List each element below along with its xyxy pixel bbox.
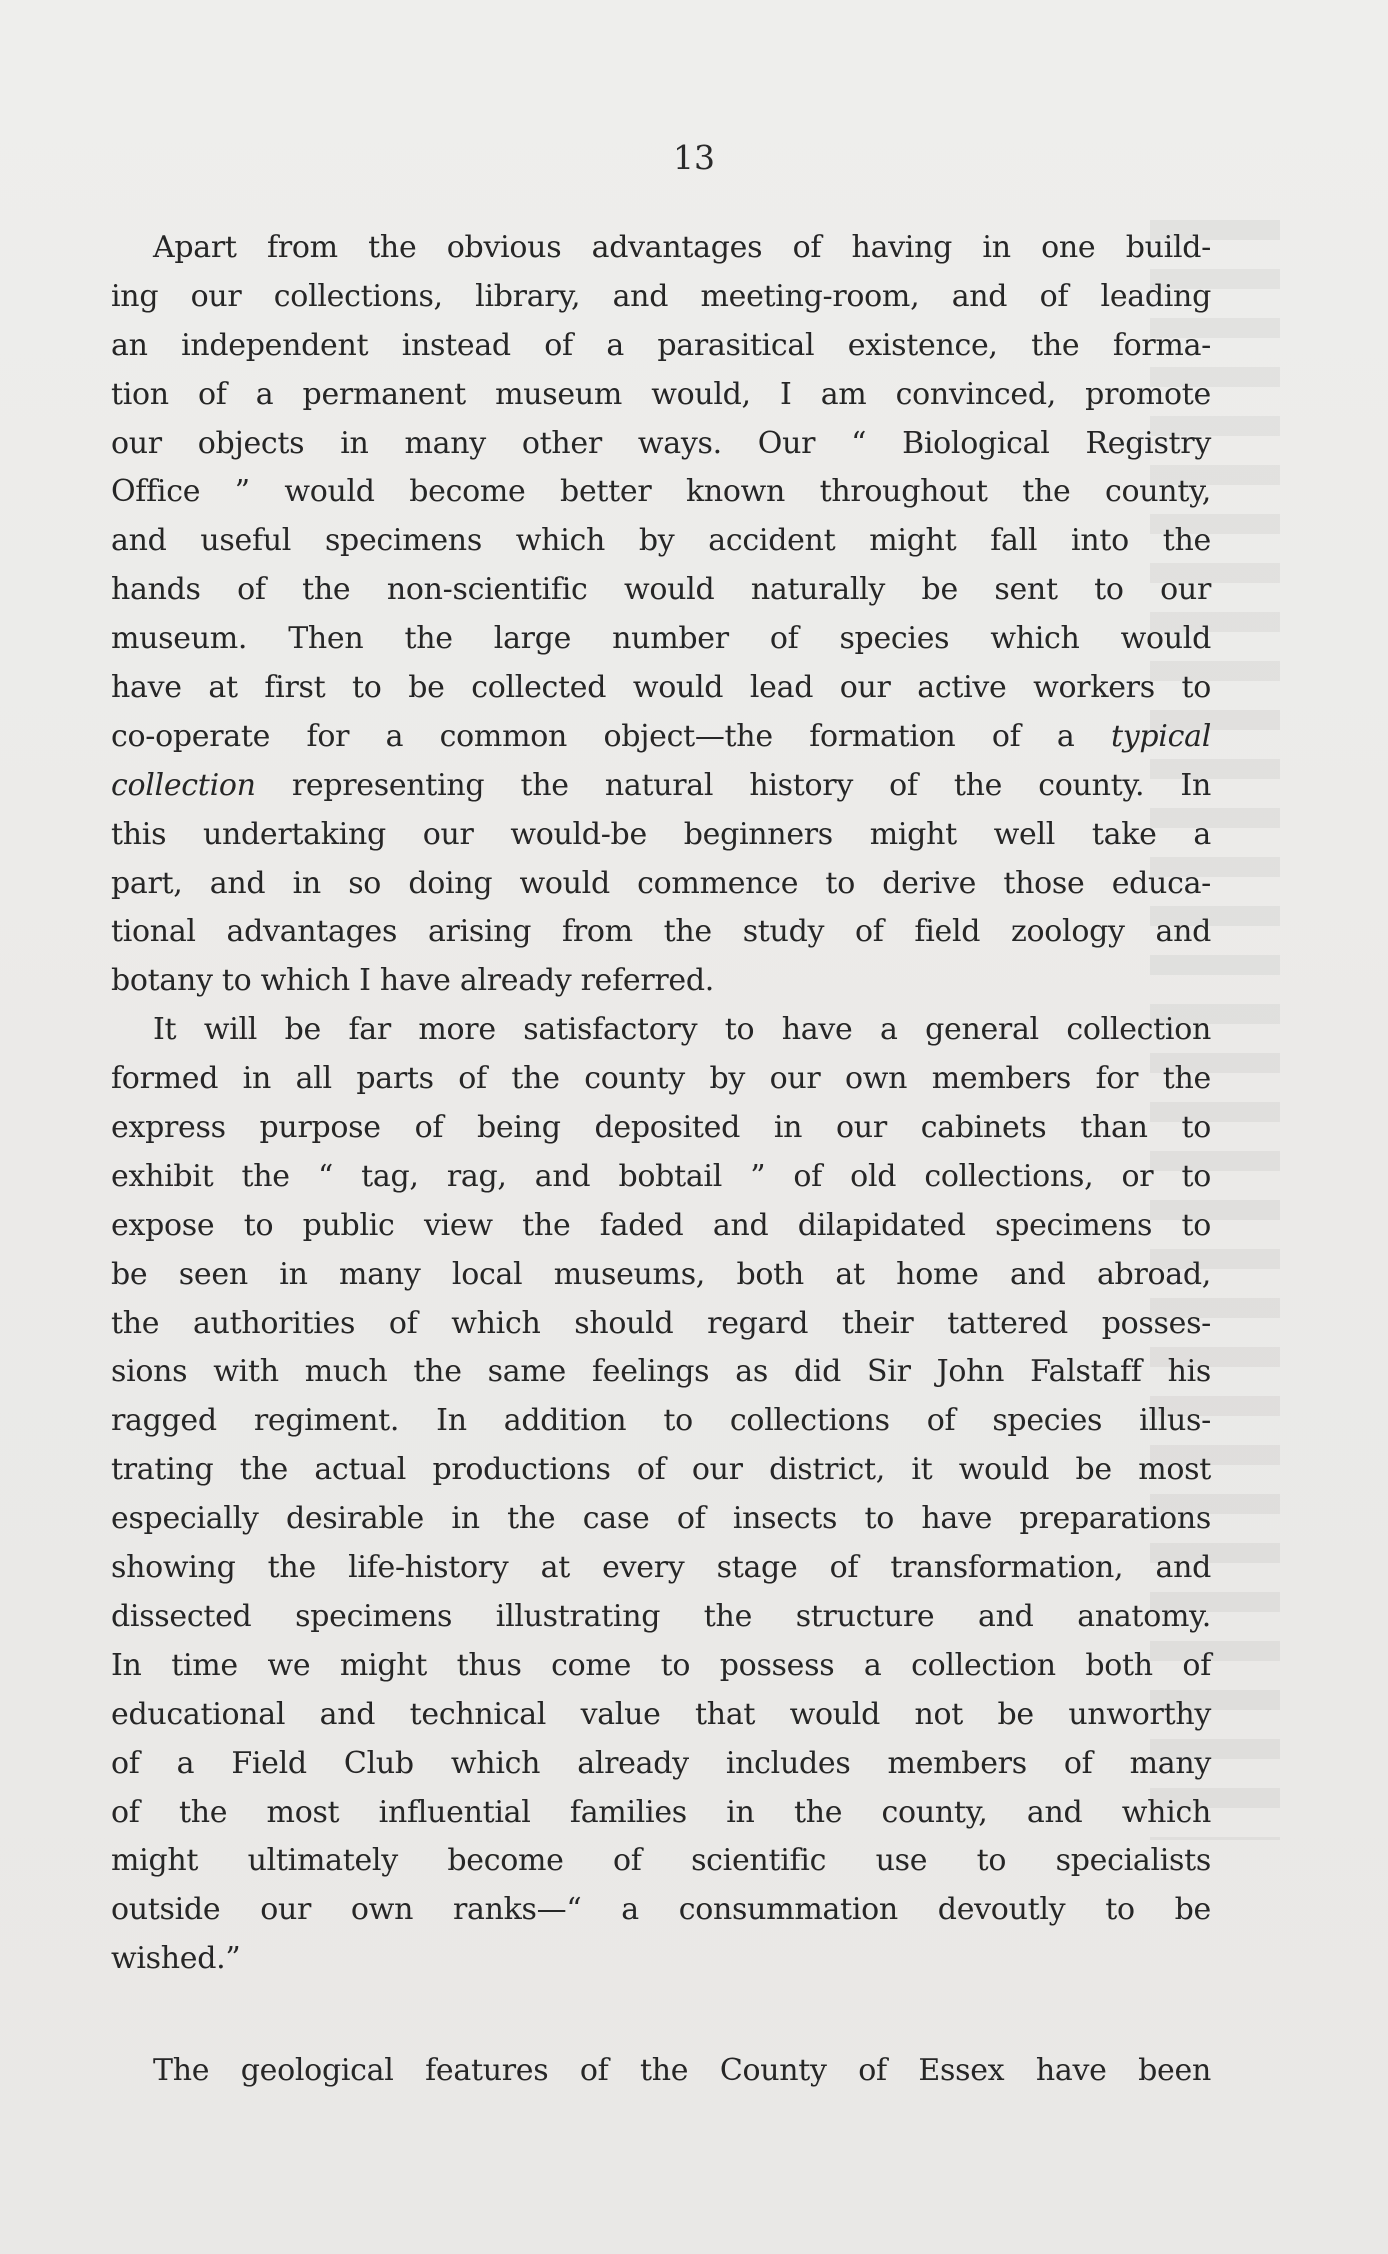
text-line: Apart from the obvious advantages of having in one build- xyxy=(153,230,1211,265)
text-line: The geological features of the County of Essex have been xyxy=(153,2053,1211,2089)
italic-term: typical xyxy=(1111,718,1211,754)
text-line: It will be far more satisfactory to have a general collection xyxy=(153,1012,1211,1048)
text-line: Office ” would become better known throughout the county, xyxy=(111,474,1211,510)
text-line: an independent instead of a parasitical existence, the forma- xyxy=(111,327,1211,363)
text-line: be seen in many local museums, both at home and abroad, xyxy=(111,1256,1211,1292)
text-line: wished.” xyxy=(111,1941,241,1977)
text-line: museum. Then the large number of species which would xyxy=(111,621,1211,657)
text-line: botany to which I have already referred. xyxy=(111,963,715,999)
text-line: exhibit the “ tag, rag, and bobtail ” of old collections, or to xyxy=(111,1158,1211,1194)
text-line: tional advantages arising from the study of field zoology and xyxy=(111,914,1211,950)
paragraph-3 xyxy=(111,2047,1211,2096)
body-text xyxy=(111,224,1211,2096)
text-line: formed in all parts of the county by our own members for the xyxy=(111,1061,1211,1097)
text-line: our objects in many other ways. Our “ Biological Registry xyxy=(111,425,1211,461)
italic-term: collection xyxy=(111,767,256,803)
text-line: might ultimately become of scientific use to specialists xyxy=(111,1843,1211,1879)
text-line: ragged regiment. In addition to collections of species illus- xyxy=(111,1403,1211,1439)
page-number: 13 xyxy=(673,138,715,177)
text-line xyxy=(111,713,1211,762)
text-line: expose to public view the faded and dilapidated specimens to xyxy=(111,1207,1211,1243)
text-line: dissected specimens illustrating the structure and anatomy. xyxy=(111,1598,1211,1634)
text-line: express purpose of being deposited in our cabinets than to xyxy=(111,1110,1211,1146)
text-span: co-operate for a common object—the formation of a xyxy=(111,718,1075,754)
text-line xyxy=(111,762,1211,811)
paragraph-1 xyxy=(111,224,1211,1006)
text-line: showing the life-history at every stage of transformation, and xyxy=(111,1550,1211,1586)
text-line: of a Field Club which already includes members of many xyxy=(111,1745,1211,1781)
text-line: outside our own ranks—“ a consummation devoutly to be xyxy=(111,1892,1211,1928)
text-line: part, and in so doing would commence to derive those educa- xyxy=(111,865,1211,901)
text-line: have at first to be collected would lead our active workers to xyxy=(111,670,1211,706)
text-line: this undertaking our would-be beginners might well take a xyxy=(111,816,1211,852)
text-line: and useful specimens which by accident might fall into the xyxy=(111,523,1211,559)
paragraph-2 xyxy=(111,1006,1211,1984)
text-span: representing the natural history of the county. In xyxy=(291,767,1211,803)
text-line: tion of a permanent museum would, I am convinced, promote xyxy=(111,376,1211,412)
text-line: especially desirable in the case of insects to have preparations xyxy=(111,1501,1211,1537)
text-line: the authorities of which should regard their tattered posses- xyxy=(111,1305,1211,1341)
section-gap xyxy=(111,1984,1211,2047)
text-line: sions with much the same feelings as did Sir John Falstaff his xyxy=(111,1354,1211,1390)
text-line: of the most influential families in the county, and which xyxy=(111,1794,1211,1830)
text-line: trating the actual productions of our district, it would be most xyxy=(111,1452,1211,1488)
text-line: ing our collections, library, and meeting-room, and of leading xyxy=(111,278,1211,314)
text-line: In time we might thus come to possess a collection both of xyxy=(111,1647,1211,1683)
text-line: hands of the non-scientific would naturally be sent to our xyxy=(111,572,1211,608)
text-line: educational and technical value that would not be unworthy xyxy=(111,1696,1211,1732)
